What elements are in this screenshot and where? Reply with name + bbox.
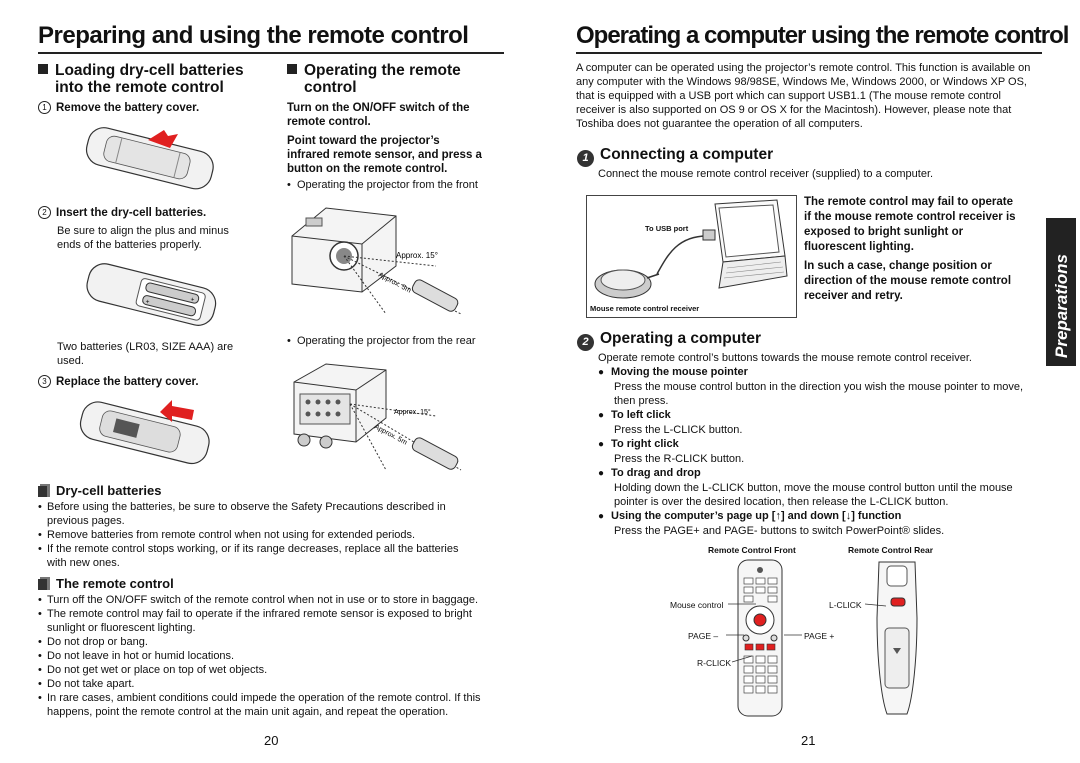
- replace-cover-illustration: [66, 392, 226, 472]
- connection-warning: [804, 195, 1044, 304]
- rear-approx-distance: Approx. 5m: [373, 423, 408, 447]
- remote-bullet-6: • Do not take apart.: [38, 677, 508, 691]
- r-click-callout: R-CLICK: [697, 658, 732, 668]
- battery-note: [57, 340, 233, 368]
- warning-line3: exposed to bright sunlight or: [804, 226, 964, 238]
- drycell-heading-text: Dry-cell batteries: [56, 483, 162, 498]
- right-page-title: Operating a computer using the remote control: [576, 22, 1069, 49]
- front-approx-distance: Approx. 5m: [377, 271, 412, 295]
- point-line2: infrared remote sensor, and press a: [287, 149, 482, 161]
- usb-port-label: To USB port: [645, 224, 689, 233]
- remote-bullet-3: • Do not drop or bang.: [38, 635, 508, 649]
- notebook-icon: [38, 484, 50, 497]
- warning-line1: The remote control may fail to operate: [804, 196, 1013, 208]
- projector-front-illustration: [286, 196, 486, 316]
- right-title-rule: [576, 52, 1042, 54]
- left-page-title: Preparing and using the remote control: [38, 22, 469, 49]
- front-caption: • Operating the projector from the front: [287, 179, 478, 191]
- right-intro: A computer can be operated using the projector’s remote control. This function is available on any computer with the Windows 98/98SE, Windows Me, Windows 2000, or Windows XP OS, that is equipped with a USB port which can support USB1.1 (The mouse remote control receiver is also supported on OS 9 or OS X for the Macintosh). However, please note that Toshiba does not guarantee the operation of all computers.: [576, 62, 1031, 130]
- projector-rear-illustration: [286, 352, 486, 472]
- warning-line4: fluorescent lighting.: [804, 241, 914, 253]
- warning-line5: In such a case, change position or: [804, 260, 992, 272]
- op-item-text-2: Press the L-CLICK button.: [614, 424, 743, 436]
- drycell-bullets: [38, 500, 478, 570]
- op-item-text-4b: pointer is over the desired location, then release the L-CLICK button.: [614, 496, 949, 508]
- op-item-title-5: ● Using the computer’s page up [↑] and down [↓] function: [598, 509, 1043, 524]
- receiver-label: Mouse remote control receiver: [590, 304, 700, 313]
- callout-lines: [660, 590, 900, 670]
- left-title-rule: [38, 52, 504, 54]
- page-plus-callout: PAGE +: [804, 631, 835, 641]
- op-item-title-2: ● To left click: [598, 408, 1043, 423]
- point-instruction: [287, 134, 505, 176]
- preparations-side-tab: [1046, 218, 1076, 366]
- turn-on-instruction: [287, 101, 505, 129]
- connecting-heading: [577, 146, 773, 167]
- remote-bullet-5: • Do not get wet or place on top of wet objects.: [38, 663, 508, 677]
- insert-batteries-illustration: [78, 256, 228, 334]
- point-line3: button on the remote control.: [287, 163, 448, 175]
- op-item-text-1a: Press the mouse control button in the direction you wish the mouse pointer to move,: [614, 381, 1024, 393]
- front-approx-angle: Approx. 15°: [396, 251, 438, 260]
- op-item-text-5: Press the PAGE+ and PAGE- buttons to switch PowerPoint® slides.: [614, 525, 945, 537]
- remote-bullet-7: • In rare cases, ambient conditions could impede the operation of the remote control. If this happens, point the remote control at the main unit again, and repeat the operation.: [38, 691, 508, 719]
- operating-remote-heading-line2: control: [304, 79, 357, 96]
- battery-note-line2: used.: [57, 355, 84, 367]
- rear-caption: • Operating the projector from the rear: [287, 335, 476, 347]
- loading-heading-line1: Loading dry-cell batteries: [55, 62, 244, 79]
- remote-heading: [38, 575, 174, 592]
- loading-heading: [38, 62, 268, 96]
- step1-text: Remove the battery cover.: [56, 102, 200, 114]
- left-page-number: 20: [264, 733, 279, 748]
- remove-cover-illustration: [78, 118, 228, 198]
- remote-bullet-4: • Do not leave in hot or humid locations.: [38, 649, 508, 663]
- drycell-bullet-2: • Remove batteries from remote control when not using for extended periods.: [38, 528, 478, 542]
- op-item-text-3: Press the R-CLICK button.: [614, 453, 745, 465]
- turn-on-line1: Turn on the ON/OFF switch of the: [287, 102, 470, 114]
- remote-heading-text: The remote control: [56, 576, 174, 591]
- rear-caption-text: Operating the projector from the rear: [296, 335, 476, 347]
- step2-instructions: [57, 224, 229, 252]
- point-line1: Point toward the projector’s: [287, 135, 440, 147]
- step3-label: [38, 375, 199, 389]
- step2-instructions-line2: ends of the batteries properly.: [57, 239, 202, 251]
- op-item-text-1b: then press.: [614, 395, 669, 407]
- battery-note-line1: Two batteries (LR03, SIZE AAA) are: [57, 341, 234, 353]
- operating-remote-heading: [287, 62, 502, 96]
- front-caption-text: Operating the projector from the front: [296, 179, 478, 191]
- remote-bullet-1: • Turn off the ON/OFF switch of the remote control when not in use or to store in baggage.: [38, 593, 508, 607]
- drycell-bullet-1: • Before using the batteries, be sure to observe the Safety Precautions described in previous pages.: [38, 500, 478, 528]
- step-1-badge: 1: [577, 150, 594, 167]
- mouse-control-callout: Mouse control: [670, 600, 724, 610]
- drycell-heading: [38, 482, 162, 499]
- turn-on-line2: remote control.: [287, 116, 371, 128]
- laptop-receiver-drawing: [587, 196, 796, 317]
- remote-bullets: [38, 593, 508, 719]
- right-page-number: 21: [801, 733, 816, 748]
- step1-label: [38, 101, 199, 115]
- connecting-text: Connect the mouse remote control receiver (supplied) to a computer.: [598, 168, 934, 180]
- remote-front-caption: Remote Control Front: [708, 545, 796, 555]
- step2-number: 2: [38, 206, 51, 219]
- connection-illustration: [586, 195, 797, 318]
- step3-text: Replace the battery cover.: [56, 376, 199, 388]
- rear-approx-angle: Approx. 15°: [394, 409, 431, 416]
- remote-rear-caption: Remote Control Rear: [848, 545, 934, 555]
- step2-label: [38, 206, 206, 220]
- warning-line6: direction of the mouse remote control: [804, 275, 1012, 287]
- step2-instructions-line1: Be sure to align the plus and minus: [57, 225, 229, 237]
- op-item-title-3: ● To right click: [598, 437, 1043, 452]
- op-item-title-1: ● Moving the mouse pointer: [598, 365, 1043, 380]
- step1-number: 1: [38, 101, 51, 114]
- loading-heading-line2: into the remote control: [55, 79, 224, 96]
- l-click-callout: L-CLICK: [829, 600, 862, 610]
- notebook-icon: [38, 577, 50, 590]
- operating-computer-text: Operate remote control’s buttons towards the mouse remote control receiver.: [598, 352, 972, 364]
- step2-text: Insert the dry-cell batteries.: [56, 207, 207, 219]
- side-tab-label: Preparations: [1052, 254, 1071, 358]
- svg-text:+: +: [189, 296, 196, 305]
- op-item-text-4a: Holding down the L-CLICK button, move the mouse control button until the mouse: [614, 482, 1013, 494]
- step-2-badge: 2: [577, 334, 594, 351]
- page-minus-callout: PAGE –: [688, 631, 719, 641]
- warning-line2: if the mouse remote control receiver is: [804, 211, 1016, 223]
- operating-computer-heading: [577, 330, 761, 351]
- connecting-heading-text: Connecting a computer: [600, 146, 774, 163]
- svg-text:+: +: [144, 298, 151, 307]
- warning-line7: receiver and retry.: [804, 290, 903, 302]
- operating-remote-heading-line1: Operating the remote: [304, 62, 461, 79]
- operation-list: [598, 365, 1043, 538]
- operating-computer-heading-text: Operating a computer: [600, 330, 762, 347]
- step3-number: 3: [38, 375, 51, 388]
- remote-bullet-2: • The remote control may fail to operate if the infrared remote sensor is exposed to bright sunlight or fluorescent lighting.: [38, 607, 508, 635]
- drycell-bullet-3: • If the remote control stops working, or if its range decreases, replace all the batteries with new ones.: [38, 542, 478, 570]
- op-item-title-4: ● To drag and drop: [598, 466, 1043, 481]
